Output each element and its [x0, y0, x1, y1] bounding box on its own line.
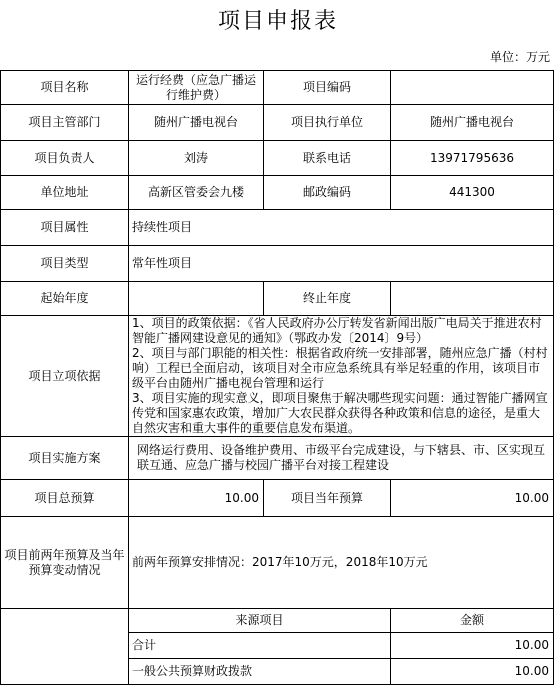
end-year-value: [391, 282, 554, 316]
row-attribute: [1, 210, 554, 246]
start-year-label: 起始年度: [1, 282, 129, 316]
phone-label: 联系电话: [264, 141, 391, 176]
basis-label: 项目立项依据: [1, 316, 129, 437]
type-value: 常年性项目: [129, 246, 554, 282]
project-name-value: 运行经费（应急广播运行维护费）: [129, 71, 264, 105]
total-budget-label: 项目总预算: [1, 480, 129, 517]
amount-header: 金额: [391, 609, 554, 633]
row-type: [1, 246, 554, 282]
row-prev-budget: [1, 517, 554, 609]
exec-unit-value: 随州广播电视台: [391, 105, 554, 141]
basis-line-3: 3、项目实施的现实意义，即项目聚焦于解决哪些现实问题：通过智能广播网宣传党和国家惠农政策，增加广大农民群众获得各种政策和信息的途径，是重大自然灾害和重大事件的重要信息发布渠道。: [132, 391, 548, 435]
basis-line-2: 2、项目与部门职能的相关性：根据省政府统一安排部署，随州应急广播（村村响）工程已全面启动，该项目对全市应急系统具有举足轻重的作用，该项目市级平台由随州广播电视台管理和运行: [132, 346, 548, 390]
address-label: 单位地址: [1, 176, 129, 210]
end-year-label: 终止年度: [264, 282, 391, 316]
project-code-value: [391, 71, 554, 105]
row-sources-header: [1, 609, 554, 633]
exec-unit-label: 项目执行单位: [264, 105, 391, 141]
plan-value: 网络运行费用、设备维护费用、市级平台完成建设，与下辖县、市、区实现互联互通、应急广播与校园广播平台对接工程建设: [129, 437, 554, 480]
plan-label: 项目实施方案: [1, 437, 129, 480]
phone-value: 13971795636: [391, 141, 554, 176]
attribute-label: 项目属性: [1, 210, 129, 246]
type-label: 项目类型: [1, 246, 129, 282]
prev-budget-value: 前两年预算安排情况：2017年10万元，2018年10万元: [129, 517, 554, 609]
row-budget: [1, 480, 554, 517]
source-name: 一般公共预算财政拨款: [129, 659, 391, 685]
project-name-label: 项目名称: [1, 71, 129, 105]
leader-value: 刘涛: [129, 141, 264, 176]
project-code-label: 项目编码: [264, 71, 391, 105]
source-amount: 10.00: [391, 633, 554, 659]
postal-label: 邮政编码: [264, 176, 391, 210]
total-budget-value: 10.00: [129, 480, 264, 517]
sources-blank-cell: [1, 609, 129, 685]
row-leader: [1, 141, 554, 176]
row-project-name: [1, 71, 554, 105]
year-budget-label: 项目当年预算: [264, 480, 391, 517]
year-budget-value: 10.00: [391, 480, 554, 517]
dept-label: 项目主管部门: [1, 105, 129, 141]
row-basis: [1, 316, 554, 437]
source-name: 合计: [129, 633, 391, 659]
row-dept: [1, 105, 554, 141]
row-plan: [1, 437, 554, 480]
start-year-value: [129, 282, 264, 316]
form-title: 项目申报表: [217, 9, 338, 34]
unit-label: 单位：万元: [489, 50, 550, 64]
prev-budget-label: 项目前两年预算及当年预算变动情况: [1, 517, 129, 609]
address-value: 高新区管委会九楼: [129, 176, 264, 210]
row-period: [1, 282, 554, 316]
row-address: [1, 176, 554, 210]
attribute-value: 持续性项目: [129, 210, 554, 246]
dept-value: 随州广播电视台: [129, 105, 264, 141]
basis-text: [129, 316, 554, 437]
leader-label: 项目负责人: [1, 141, 129, 176]
source-header: 来源项目: [129, 609, 391, 633]
postal-value: 441300: [391, 176, 554, 210]
form-table: [0, 70, 554, 685]
source-amount: 10.00: [391, 659, 554, 685]
basis-line-1: 1、项目的政策依据：《省人民政府办公厅转发省新闻出版广电局关于推进农村智能广播网建设意见的通知》（鄂政办发〔2014〕9号）: [132, 316, 542, 345]
